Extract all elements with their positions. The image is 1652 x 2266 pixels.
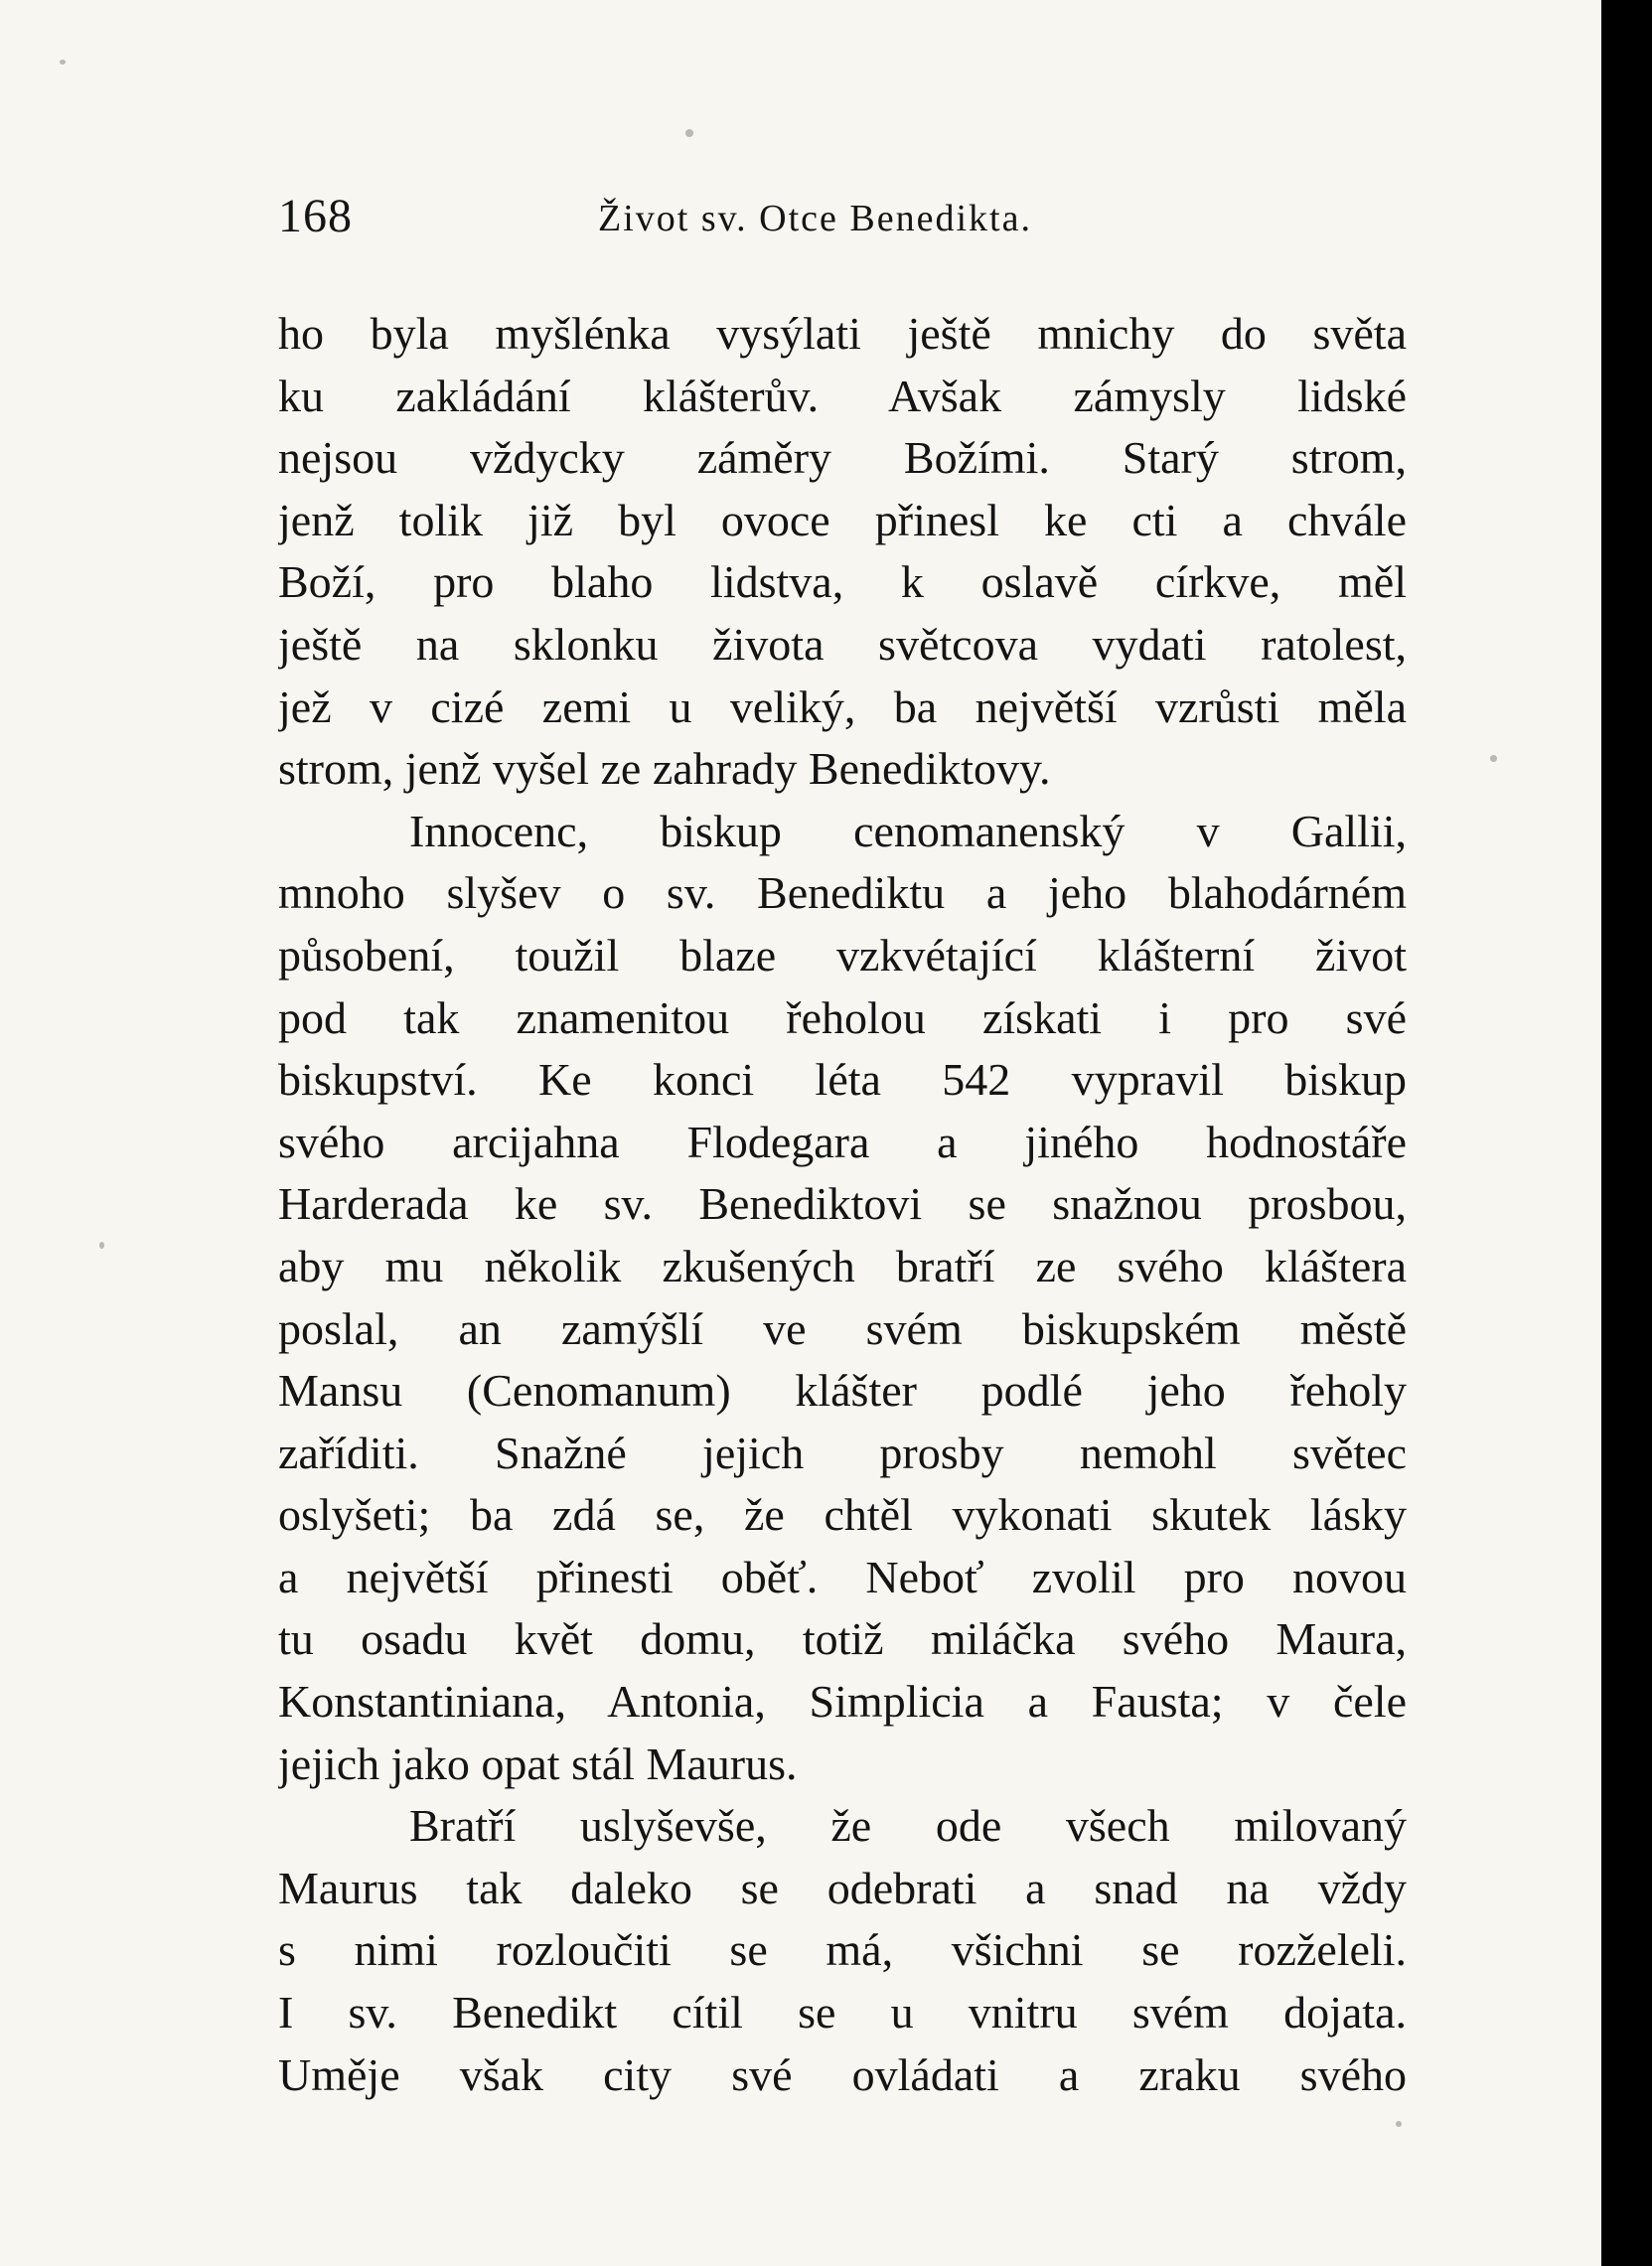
print-speck <box>685 129 693 137</box>
text-line: Maurus tak daleko se odebrati a snad na vždy <box>278 1862 1407 1913</box>
page-number: 168 <box>278 190 353 242</box>
paragraph-innocenc <box>278 801 1407 1796</box>
text-line: Harderada ke sv. Benediktovi se snažnou prosbou, <box>278 1178 1407 1230</box>
text-line: a největší přinesti oběť. Neboť zvolil pro novou <box>278 1551 1407 1602</box>
text-line: biskupství. Ke konci léta 542 vypravil biskup <box>278 1054 1407 1106</box>
text-line: ku zakládání klášterův. Avšak zámysly lidské <box>278 370 1407 421</box>
text-line: I sv. Benedikt cítil se u vnitru svém dojata. <box>278 1987 1407 2039</box>
text-line: působení, toužil blaze vzkvétající klášterní život <box>278 929 1407 981</box>
text-line: zaříditi. Snažné jejich prosby nemohl světec <box>278 1427 1407 1478</box>
text-line: mnoho slyšev o sv. Benediktu a jeho blahodárném <box>278 867 1407 919</box>
print-speck <box>1490 755 1497 762</box>
text-line: Boží, pro blaho lidstva, k oslavě církve, měl <box>278 556 1407 608</box>
text-line: jejich jako opat stál Maurus. <box>278 1737 798 1789</box>
running-title: Život sv. Otce Benedikta. <box>598 198 1032 239</box>
text-line: ho byla myšlénka vysýlati ještě mnichy do světa <box>278 308 1407 359</box>
text-line: Konstantiniana, Antonia, Simplicia a Fausta; v čele <box>278 1676 1407 1728</box>
text-line: oslyšeti; ba zdá se, že chtěl vykonati skutek lásky <box>278 1489 1407 1541</box>
body-text <box>278 303 1407 2106</box>
print-speck <box>99 1242 104 1249</box>
text-line: aby mu několik zkušených bratří ze svého kláštera <box>278 1240 1407 1291</box>
text-line: pod tak znamenitou řeholou získati i pro své <box>278 991 1407 1043</box>
page-header <box>278 179 1411 258</box>
paragraph-bratri <box>278 1795 1407 2106</box>
text-line: tu osadu květ domu, totiž miláčka svého Maura, <box>278 1613 1407 1665</box>
text-line: s nimi rozloučiti se má, všichni se rozželeli. <box>278 1924 1407 1976</box>
paragraph-continuation <box>278 303 1407 801</box>
text-line: Bratří uslyševše, že ode všech milovaný <box>409 1800 1407 1852</box>
text-line: svého arcijahna Flodegara a jiného hodnostáře <box>278 1116 1407 1167</box>
text-line: Uměje však city své ovládati a zraku svého <box>278 2048 1407 2100</box>
text-line: Mansu (Cenomanum) klášter podlé jeho řeholy <box>278 1365 1407 1417</box>
text-line: Innocenc, biskup cenomanenský v Gallii, <box>409 805 1407 856</box>
text-line: poslal, an zamýšlí ve svém biskupském městě <box>278 1302 1407 1354</box>
text-line: jenž tolik již byl ovoce přinesl ke cti a chvále <box>278 494 1407 545</box>
text-line: ještě na sklonku života světcova vydati ratolest, <box>278 618 1407 670</box>
text-line: jež v cizé zemi u veliký, ba největší vzrůsti měla <box>278 680 1407 732</box>
text-line: strom, jenž vyšel ze zahrady Benediktovy. <box>278 743 1051 795</box>
text-line: nejsou vždycky záměry Božími. Starý strom, <box>278 432 1407 484</box>
print-speck <box>60 60 66 65</box>
print-speck <box>1396 2121 1402 2127</box>
